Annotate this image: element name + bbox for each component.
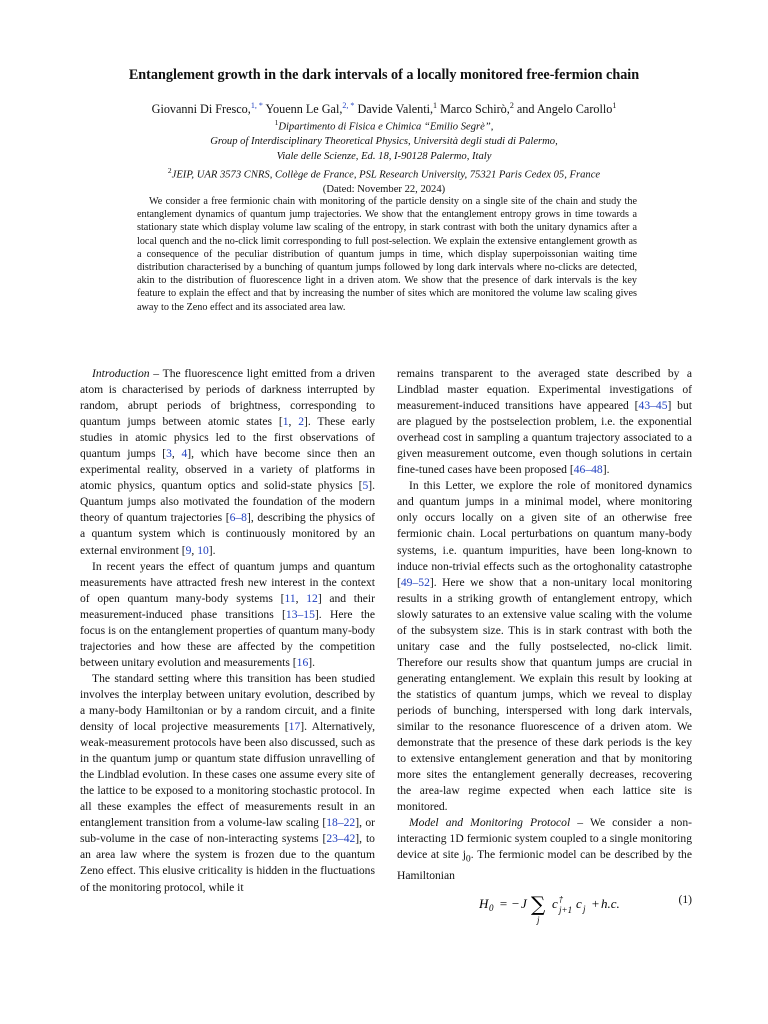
svg-text:= −: = − <box>499 895 520 911</box>
author: Giovanni Di Fresco, <box>151 102 251 117</box>
paragraph <box>80 671 375 896</box>
affiliations <box>40 116 728 198</box>
equation-1 <box>397 886 692 926</box>
author: Davide Valenti, <box>357 102 434 117</box>
paragraph-text: ], describing the physics of a quantum system which is continuously monitored by an external environment [ <box>80 511 375 557</box>
paragraph-text: ]. <box>308 655 316 669</box>
citation-link[interactable]: 43–45 <box>638 399 668 413</box>
svg-text:†: † <box>559 894 563 904</box>
paragraph-text: ]. <box>208 543 216 557</box>
author-mark: 1 <box>433 101 438 110</box>
paragraph-text: ] and their measurement-induced phase transitions [ <box>80 591 375 621</box>
author-separator: and <box>513 102 537 117</box>
author-mark[interactable]: 1, * <box>250 101 263 110</box>
citation-link[interactable]: 18–22 <box>326 816 356 830</box>
citation-link[interactable]: 46–48 <box>573 463 603 477</box>
paragraph-text: ]. <box>602 463 610 477</box>
affiliation-1 <box>40 116 728 135</box>
paragraph-text: remains transparent to the averaged state described by a Lindblad master equation. Experimental investigations of measurement-induced transitions have appeared [ <box>397 367 692 413</box>
paragraph <box>397 366 692 478</box>
citation-link[interactable]: 11 <box>284 591 296 605</box>
paragraph-text: The standard setting where this transition has been studied involves the interplay between unitary evolution, described by a many-body Hamiltonian or by a random circuit, and a finite density of local projective measurements [ <box>80 671 375 734</box>
paragraph-text: In this Letter, we explore the role of monitored dynamics and quantum jumps in a minimal model, where monitoring only occurs locally on a given site of an otherwise free fermionic chain. Local perturbations on quantum many-body systems, i.e. quantum impurities, have been long-known to induce non-trivial effects such as the ortoghonality catastrophe [ <box>397 479 692 589</box>
paragraph-text: . The fermionic model can be described by the Hamiltonian <box>397 848 692 882</box>
hamiltonian-equation <box>479 892 639 926</box>
affiliation-line: Group of Interdisciplinary Theoretical Physics, Università degli studi di Palermo, <box>210 136 558 148</box>
svg-text:J: J <box>521 895 527 911</box>
svg-text:h.c.: h.c. <box>601 895 620 911</box>
author: Youenn Le Gal, <box>265 102 343 117</box>
section-heading: Introduction <box>92 367 150 380</box>
right-column <box>397 366 692 926</box>
paper-title: Entanglement growth in the dark intervals of a locally monitored free-fermion chain <box>128 67 640 83</box>
svg-text:c: c <box>552 895 558 911</box>
citation-link[interactable]: 17 <box>288 720 301 734</box>
paragraph-text: ], to an area law where the system is frozen due to the quantum Zeno effect. This elusive criticality is hidden in the fluctuations of the monitoring protocol, while it <box>80 832 375 894</box>
abstract-text: We consider a free fermionic chain with monitoring of the particle density on a single site of the chain and study the entanglement dynamics of quantum jump trajectories. We show that the entanglement entropy grows in time towards a stationary state which display volume law scaling of the entropy, in stark contrast with both the unitary dynamics after a local quench and the no-click limit corresponding to full post-selection. We explain the extensive entanglement growth as a consequence of the peculiar distribution of quantum jumps in time, which display superpoissonian waiting time distribution characterised by a bunching of quantum jumps followed by long dark intervals where no-clicks are detected, akin to the distribution of fluorescence light in a driven atom. We show that the presence of dark intervals is the key feature to explain the effect and that by increasing the number of sites which are monitored the volume law scaling gives away to the Zeno effect and its associated area law. <box>137 196 637 313</box>
equation-number: (1) <box>678 892 692 906</box>
svg-text:∑: ∑ <box>531 891 546 916</box>
citation-link[interactable]: 10 <box>197 543 209 557</box>
citation-link[interactable]: 23–42 <box>326 832 356 846</box>
svg-text:j: j <box>583 903 586 914</box>
paragraph-text: ]. Quantum jumps also motivated the foundation of the modern theory of quantum trajectories [ <box>80 479 375 525</box>
paragraph-text: ]. Here we show that a non-unitary local monitoring results in a striking growth of entanglement entropy, which slowly saturates to an extensive value scaling with the volume of the subsystem size. This is in stark contrast with both the unitary case and the fully postselected, no-click limit. Therefore our results show that quantum jumps are crucial in generating entanglement. We explain this result by looking at the statistics of quantum jumps, which we reveal to display periods of bunching, interspersed with long dark intervals, similar to the resonance fluorescence of a driven atom. We demonstrate that the presence of these dark periods is the key to extensive entanglement generation and that by monitoring more sites the entanglement generally decreases, recovering the area-law regime expected when each lattice site is monitored. <box>397 575 692 814</box>
paragraph-text: ], or sub-volume in the case of non-interacting systems [ <box>80 816 375 846</box>
author-mark[interactable]: 2, * <box>342 101 355 110</box>
paragraph-text: ], which have become since then an experimental reality, observed in a variety of platforms in atomic physics, quantum optics and solid-state physics [ <box>80 447 375 493</box>
author-mark: 2 <box>509 101 514 110</box>
citation-link[interactable]: 4 <box>181 447 188 461</box>
citation-link[interactable]: 16 <box>296 655 309 669</box>
citation-link[interactable]: 12 <box>306 591 318 605</box>
paragraph <box>397 815 692 884</box>
citation-link[interactable]: 49–52 <box>400 575 430 589</box>
citation-link[interactable]: 3 <box>166 447 172 461</box>
author-list <box>40 98 728 117</box>
paragraph-text: ]. Alternatively, weak-measurement protocols have been also discussed, such as in the quantum jump or quantum state diffusion unravelling of the Lindblad evolution. In these cases one assume every site of the lattice to be exposed to a monitoring stochastic protocol. In all these examples the effect of measurements result in an entanglement transition from a volume-law scaling [ <box>80 720 375 830</box>
paragraph-text: – The fluorescence light emitted from a driven atom is characterised by periods of darkness interrupted by random, abrupt periods of brightness, corresponding to quantum jumps between atomic states [ <box>80 367 375 429</box>
citation-link[interactable]: 2 <box>298 415 305 429</box>
citation-link[interactable]: 13–15 <box>285 607 315 621</box>
paragraph-text: ]. Here the focus is on the entanglement properties of quantum many-body trajectories and how these are affected by the competition between unitary evolution and measurements [ <box>80 607 375 669</box>
paragraph: Introduction – The fluorescence light emitted from a driven atom is characterised by periods of darkness interrupted by random, abrupt periods of brightness, corresponding to quantum jumps between atomic states [1, 2]. These early studies in atomic physics led to the first observations of quantum jumps [3, 4], which have become since then an experimental reality, observed in a variety of platforms in atomic physics, quantum optics and solid-state physics [5]. Quantum jumps also motivated the foundation of the modern theory of quantum trajectories [6–8], describing the physics of a quantum system which is continuously monitored by an external environment [9, 10]. <box>80 367 376 557</box>
affiliation-line: Dipartimento di Fisica e Chimica “Emilio Segrè”, <box>278 121 494 133</box>
section-heading: Model and Monitoring Protocol <box>409 816 571 830</box>
citation-link[interactable]: 9 <box>185 543 192 557</box>
subscript: 0 <box>465 853 471 865</box>
citation-link[interactable]: 1 <box>282 415 289 429</box>
author: Angelo Carollo <box>536 102 613 117</box>
affiliation-mark: 1 <box>274 118 279 127</box>
paragraph: In recent years the effect of quantum jumps and quantum measurements have attracted fresh new interest in the context of open quantum many-body systems [11, 12] and their measurement-induced phase transitions [13–15]. Here the focus is on the entanglement properties of quantum many-body trajectories and how these are affected by the competition between unitary evolution and measurements [16]. <box>80 559 375 669</box>
author: Marco Schirò, <box>440 102 510 117</box>
affiliation-mark: 2 <box>167 166 172 176</box>
affiliation-2 <box>40 164 728 183</box>
affiliation-line: JEIP, UAR 3573 CNRS, Collège de France, PSL Research University, 75321 Paris Cedex 05, France <box>171 169 601 181</box>
svg-text:0: 0 <box>489 902 494 913</box>
svg-text:j: j <box>537 914 540 925</box>
svg-text:c: c <box>576 895 582 911</box>
dated-line: (Dated: November 22, 2024) <box>322 184 446 196</box>
affiliation-line: Viale delle Scienze, Ed. 18, I-90128 Palermo, Italy <box>276 150 492 162</box>
paragraph <box>397 478 692 815</box>
abstract <box>137 195 637 314</box>
svg-text:H: H <box>479 895 489 911</box>
citation-link[interactable]: 5 <box>362 479 369 493</box>
citation-link[interactable]: 6–8 <box>229 511 247 525</box>
paragraph-text: In recent years the effect of quantum jumps and quantum measurements have attracted fresh new interest in the context of open quantum many-body systems [ <box>80 559 375 605</box>
svg-text:j+1: j+1 <box>559 904 573 915</box>
left-column <box>80 366 375 896</box>
paragraph-text: ]. These early studies in atomic physics led to the first observations of quantum jumps [ <box>80 415 376 461</box>
author-mark: 1 <box>612 101 617 110</box>
svg-text:+: + <box>591 895 600 911</box>
paragraph-text: – We consider a non-interacting 1D fermionic system coupled to a single monitoring device at site j <box>397 816 692 862</box>
paragraph-text: ] but are plagued by the postselection problem, i.e. the exponential overhead cost in sampling a quantum trajectory associated to a given measurement outcome, even though solutions in certain fine-tuned cases have been proposed [ <box>397 399 692 477</box>
